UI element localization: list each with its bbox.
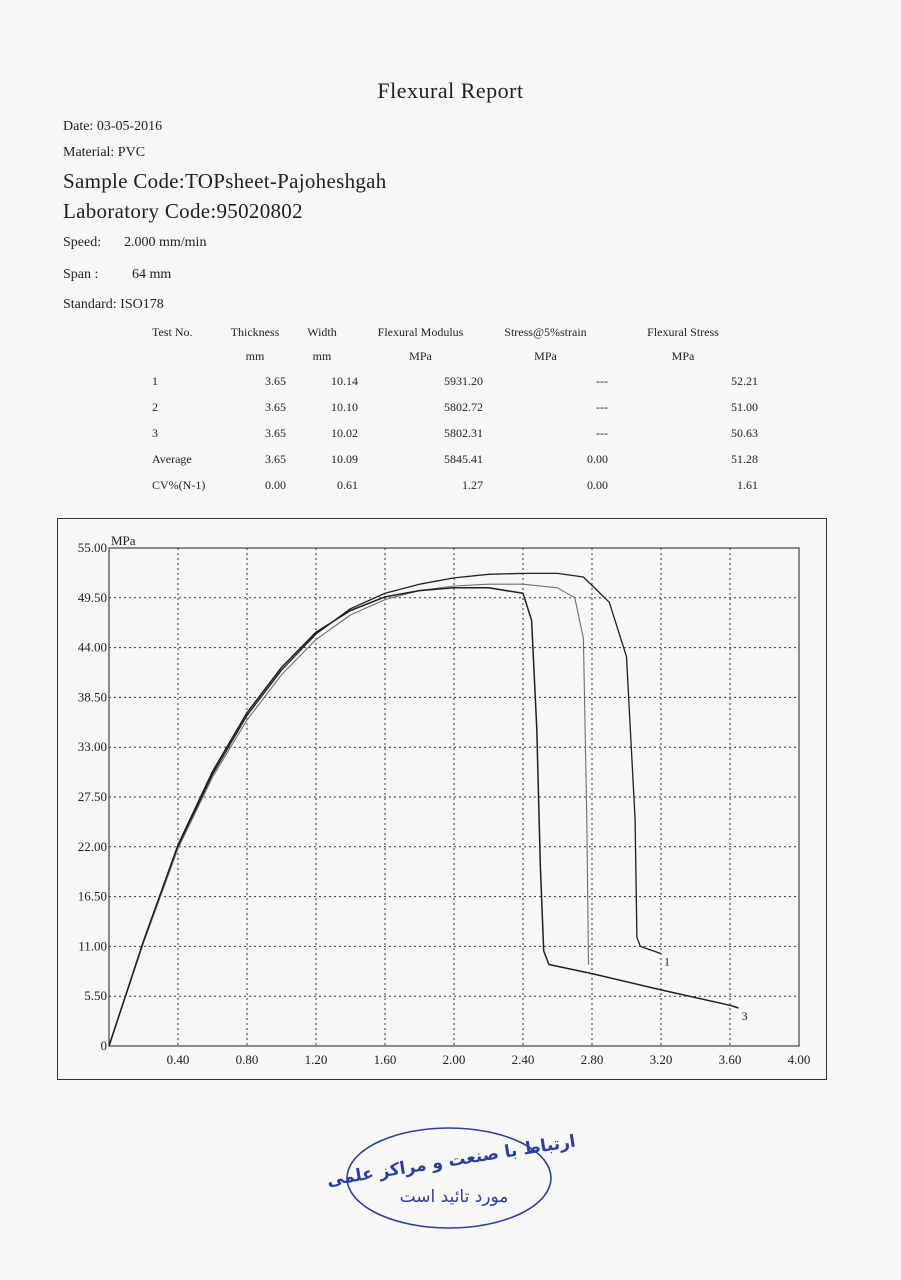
table-cell: 10.02 bbox=[331, 425, 358, 440]
results-table bbox=[140, 320, 758, 498]
y-tick-label: 5.50 bbox=[84, 988, 107, 1004]
table-row-average bbox=[140, 446, 758, 472]
x-tick-label: 3.20 bbox=[649, 1052, 673, 1067]
y-tick-label: 0 bbox=[100, 1038, 107, 1053]
table-cell: 5845.41 bbox=[444, 451, 483, 466]
table-unit bbox=[140, 344, 224, 368]
flexural-chart bbox=[57, 518, 827, 1080]
table-cell: 1.61 bbox=[737, 477, 758, 492]
table-row bbox=[140, 368, 758, 394]
table-cell: 1 bbox=[152, 373, 158, 388]
table-cell: 51.00 bbox=[731, 399, 758, 414]
table-cell: 5802.72 bbox=[444, 399, 483, 414]
table-cell: 51.28 bbox=[731, 451, 758, 466]
speed-value: 2.000 mm/min bbox=[124, 235, 207, 250]
sample-code: Sample Code:TOPsheet-Pajoheshgah bbox=[63, 169, 387, 193]
table-row bbox=[140, 394, 758, 420]
table-cell: 3.65 bbox=[265, 399, 286, 414]
series-label-3: 3 bbox=[741, 1008, 748, 1023]
table-cell: --- bbox=[596, 425, 608, 440]
y-tick-label: 27.50 bbox=[77, 789, 107, 804]
approval-stamp bbox=[325, 1124, 577, 1232]
x-tick-label: 1.60 bbox=[373, 1052, 397, 1067]
y-tick-label: 55.00 bbox=[77, 540, 107, 555]
table-cell: --- bbox=[596, 399, 608, 414]
x-tick-label: 4.00 bbox=[787, 1052, 811, 1067]
y-tick-label: 33.00 bbox=[77, 739, 107, 755]
x-tick-label: 0.40 bbox=[166, 1052, 190, 1067]
table-cell: 3.65 bbox=[265, 373, 286, 388]
table-cell: 3.65 bbox=[265, 425, 286, 440]
table-header: Width bbox=[307, 324, 337, 339]
table-header-row bbox=[140, 320, 758, 344]
table-unit: mm bbox=[312, 348, 332, 363]
span-value: 64 mm bbox=[132, 267, 172, 282]
table-cell: 10.09 bbox=[331, 451, 358, 466]
x-tick-label: 3.60 bbox=[718, 1052, 742, 1067]
table-header: Test No. bbox=[152, 324, 193, 339]
table-cell: --- bbox=[596, 373, 608, 388]
table-cell: 5931.20 bbox=[444, 373, 483, 388]
report-material: Material: PVC bbox=[63, 145, 146, 160]
table-cell: 2 bbox=[152, 399, 158, 414]
report-date: Date: 03-05-2016 bbox=[63, 119, 163, 134]
y-tick-label: 22.00 bbox=[77, 838, 107, 854]
speed-label: Speed: bbox=[63, 235, 102, 250]
table-cell: 3 bbox=[152, 425, 158, 440]
table-unit: MPa bbox=[671, 348, 695, 363]
table-cell: 10.10 bbox=[331, 399, 358, 414]
table-header: Thickness bbox=[230, 324, 280, 339]
table-unit: mm bbox=[245, 348, 265, 363]
table-cell: 50.63 bbox=[731, 425, 758, 440]
table-cell: Average bbox=[152, 451, 192, 466]
table-cell: 5802.31 bbox=[444, 425, 483, 440]
table-cell: 0.61 bbox=[337, 477, 358, 492]
y-axis-label: MPa bbox=[111, 533, 136, 548]
series-label-1: 1 bbox=[664, 954, 670, 969]
x-tick-label: 1.20 bbox=[304, 1052, 328, 1067]
y-tick-label: 38.50 bbox=[77, 689, 107, 705]
table-cell: 0.00 bbox=[265, 477, 286, 492]
table-header: Flexural Modulus bbox=[377, 324, 464, 339]
table-row bbox=[140, 420, 758, 446]
table-cell: 10.14 bbox=[331, 373, 358, 388]
series-line-3 bbox=[109, 588, 739, 1046]
table-units-row bbox=[140, 344, 758, 368]
table-header: Flexural Stress bbox=[647, 324, 719, 339]
x-tick-label: 2.40 bbox=[511, 1052, 535, 1067]
y-tick-label: 16.50 bbox=[77, 888, 107, 904]
series-line-2 bbox=[109, 584, 589, 1046]
y-tick-label: 49.50 bbox=[77, 589, 107, 605]
x-tick-label: 2.80 bbox=[580, 1052, 604, 1067]
stamp-line2: مورد تائید است bbox=[399, 1187, 509, 1207]
standard: Standard: ISO178 bbox=[63, 297, 164, 312]
span-label: Span : bbox=[63, 267, 99, 282]
table-row-cv bbox=[140, 472, 758, 498]
x-tick-label: 0.80 bbox=[235, 1052, 259, 1067]
report-title: Flexural Report bbox=[377, 78, 524, 103]
table-cell: 3.65 bbox=[265, 451, 286, 466]
table-cell: 0.00 bbox=[587, 451, 608, 466]
table-cell: CV%(N-1) bbox=[152, 477, 206, 492]
table-header: Stress@5%strain bbox=[504, 324, 587, 339]
y-tick-label: 11.00 bbox=[78, 938, 107, 954]
table-cell: 1.27 bbox=[462, 477, 483, 492]
table-cell: 0.00 bbox=[587, 477, 608, 492]
table-cell: 52.21 bbox=[731, 373, 758, 388]
table-unit: MPa bbox=[409, 348, 432, 363]
y-tick-label: 44.00 bbox=[77, 639, 107, 655]
laboratory-code: Laboratory Code:95020802 bbox=[63, 199, 303, 223]
stamp-line1: ارتباط با صنعت و مراکز علمی bbox=[325, 1131, 577, 1191]
table-unit: MPa bbox=[534, 348, 557, 363]
x-tick-label: 2.00 bbox=[442, 1052, 466, 1067]
